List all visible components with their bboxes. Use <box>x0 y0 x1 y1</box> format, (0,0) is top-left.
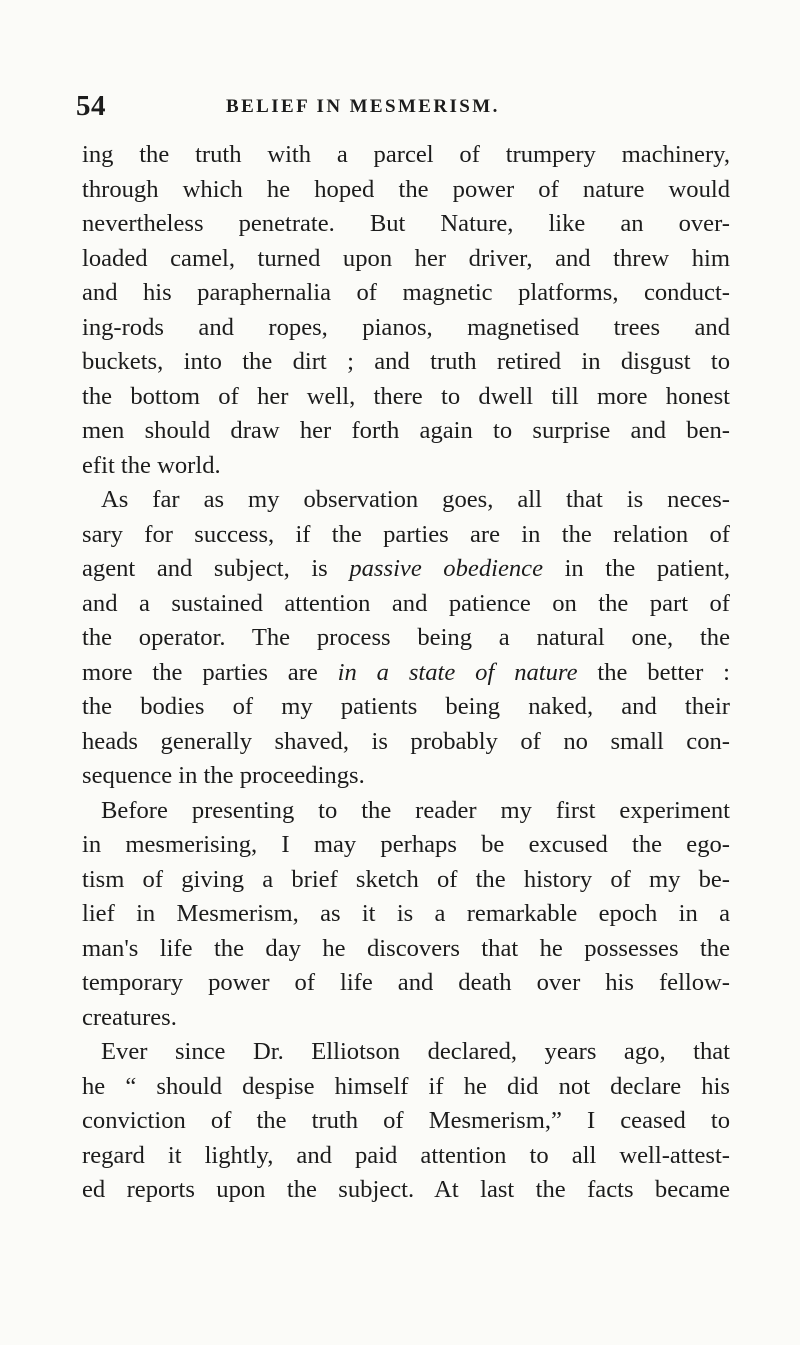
text-line: the bodies of my patients being naked, and their <box>82 693 730 720</box>
text-line: sequence in the proceedings. <box>82 762 365 789</box>
text-line: nevertheless penetrate. But Nature, like an over- <box>82 210 730 237</box>
text-line <box>82 656 730 691</box>
text-line <box>82 552 730 587</box>
emphasis-text: passive obedience <box>349 555 543 582</box>
text-line: the operator. The process being a natural one, the <box>82 624 730 651</box>
text-line: Ever since Dr. Elliotson declared, years ago, that <box>101 1038 730 1065</box>
text-line: temporary power of life and death over his fellow- <box>82 969 730 996</box>
text-line: ing the truth with a parcel of trumpery machinery, <box>82 141 730 168</box>
text-line: ed reports upon the subject. At last the facts became <box>82 1176 730 1203</box>
emphasis-text: in a state of nature <box>337 658 578 686</box>
text-line: in mesmerising, I may perhaps be excused the ego- <box>82 831 730 858</box>
line-text-before-emphasis: agent and subject, is <box>82 555 350 582</box>
text-line: heads generally shaved, is probably of no small con- <box>82 727 730 755</box>
text-line: As far as my observation goes, all that is neces- <box>101 486 730 513</box>
text-line: conviction of the truth of Mesmerism,” I ceased to <box>82 1107 730 1134</box>
text-line: lief in Mesmerism, as it is a remarkable epoch in a <box>82 900 730 927</box>
line-text-before-emphasis: more the parties are <box>82 658 338 686</box>
text-line: buckets, into the dirt ; and truth retired in disgust to <box>82 348 730 375</box>
text-line: through which he hoped the power of nature would <box>82 175 730 203</box>
text-line: he “ should despise himself if he did not declare his <box>82 1072 730 1100</box>
text-line: sary for success, if the parties are in the relation of <box>82 520 730 548</box>
text-line: men should draw her forth again to surprise and ben- <box>82 417 730 444</box>
text-line: man's life the day he discovers that he possesses the <box>82 934 730 962</box>
text-line: Before presenting to the reader my first experiment <box>101 796 730 824</box>
text-line: and his paraphernalia of magnetic platforms, conduct- <box>82 279 730 306</box>
line-text-after-emphasis: the better : <box>577 658 730 686</box>
text-line: regard it lightly, and paid attention to all well-attest- <box>82 1141 730 1169</box>
text-line: and a sustained attention and patience on the part of <box>82 589 730 617</box>
text-line: creatures. <box>82 1003 177 1031</box>
line-text-after-emphasis: in the patient, <box>543 555 731 582</box>
text-line: loaded camel, turned upon her driver, and threw him <box>82 244 730 272</box>
page-number: 54 <box>76 90 106 122</box>
running-head: BELIEF IN MESMERISM. <box>226 96 500 117</box>
text-line: efit the world. <box>82 451 221 479</box>
page-header <box>76 88 736 124</box>
text-line: tism of giving a brief sketch of the history of my be- <box>82 865 730 893</box>
text-line: the bottom of her well, there to dwell till more honest <box>82 382 730 410</box>
text-line: ing-rods and ropes, pianos, magnetised trees and <box>82 313 730 341</box>
page-body-text <box>82 138 730 1208</box>
